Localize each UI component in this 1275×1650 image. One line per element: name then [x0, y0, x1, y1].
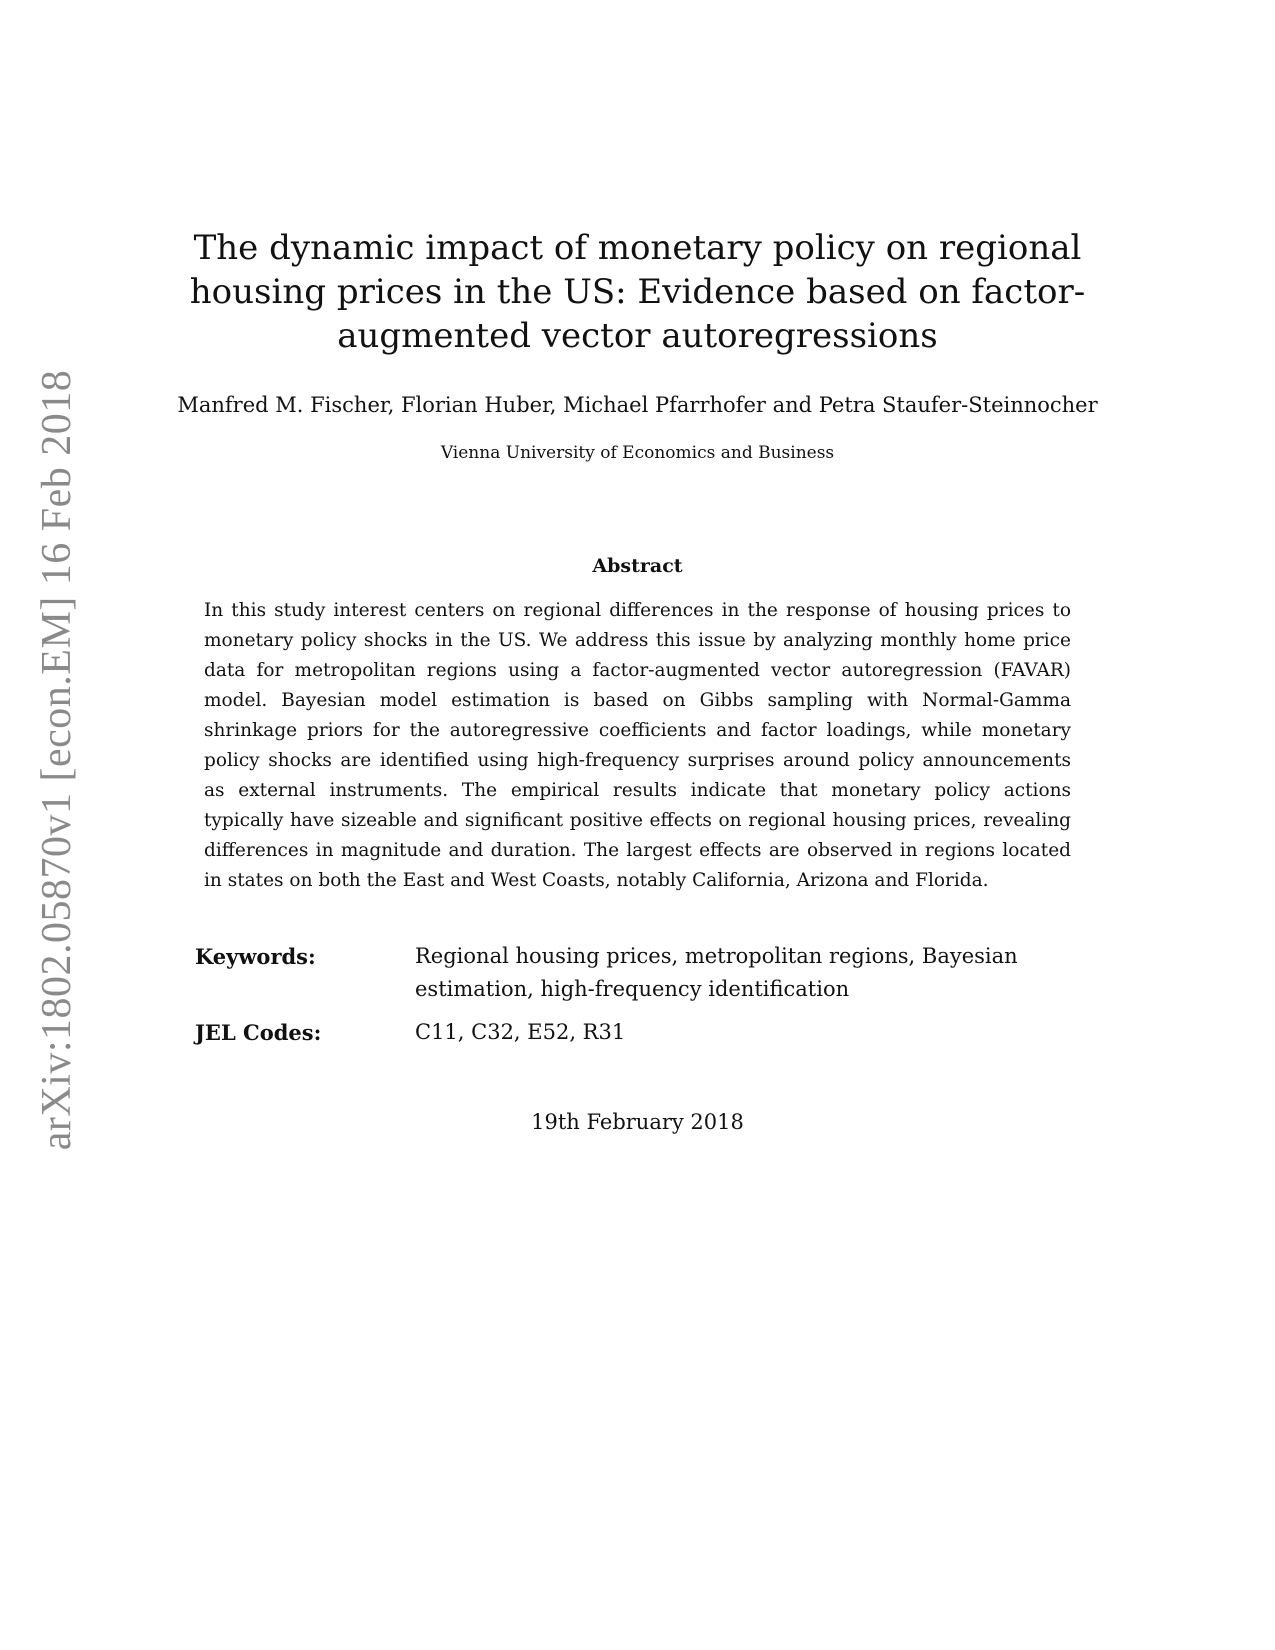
- abstract-heading: Abstract: [592, 555, 683, 577]
- paper-date: 19th February 2018: [531, 1110, 744, 1134]
- author-list: Manfred M. Fischer, Florian Huber, Michael Pfarrhofer and Petra Staufer-Steinnocher: [177, 393, 1098, 417]
- keywords-label: Keywords:: [195, 944, 316, 969]
- jel-codes-value: C11, C32, E52, R31: [415, 1020, 626, 1044]
- paper-title: The dynamic impact of monetary policy on regional housing prices in the US: Evidence based on factor-augmented vector autoregressions: [189, 228, 1086, 356]
- keywords-row: [195, 940, 1075, 1006]
- jel-codes-label: JEL Codes:: [195, 1020, 322, 1045]
- abstract-text: In this study interest centers on regional differences in the response of housing prices to monetary policy shocks in the US. We address this issue by analyzing monthly home price data for metropolitan regions using a factor-augmented vector autoregression (FAVAR) model. Bayesian model estimation is based on Gibbs sampling with Normal-Gamma shrinkage priors for the autoregressive coefficients and factor loadings, while monetary policy shocks are identified using high-frequency surprises around policy announcements as external instruments. The empirical results indicate that monetary policy actions typically have sizeable and significant positive effects on regional housing prices, revealing differences in magnitude and duration. The largest effects are observed in regions located in states on both the East and West Coasts, notably California, Arizona and Florida.: [204, 600, 1071, 891]
- arxiv-identifier-stamp: arXiv:1802.05870v1 [econ.EM] 16 Feb 2018: [34, 369, 80, 1151]
- keywords-value: Regional housing prices, metropolitan regions, Bayesian estimation, high-frequency identification: [415, 944, 1018, 1001]
- author-affiliation: Vienna University of Economics and Business: [440, 443, 835, 463]
- jel-codes-row: [195, 1016, 1075, 1049]
